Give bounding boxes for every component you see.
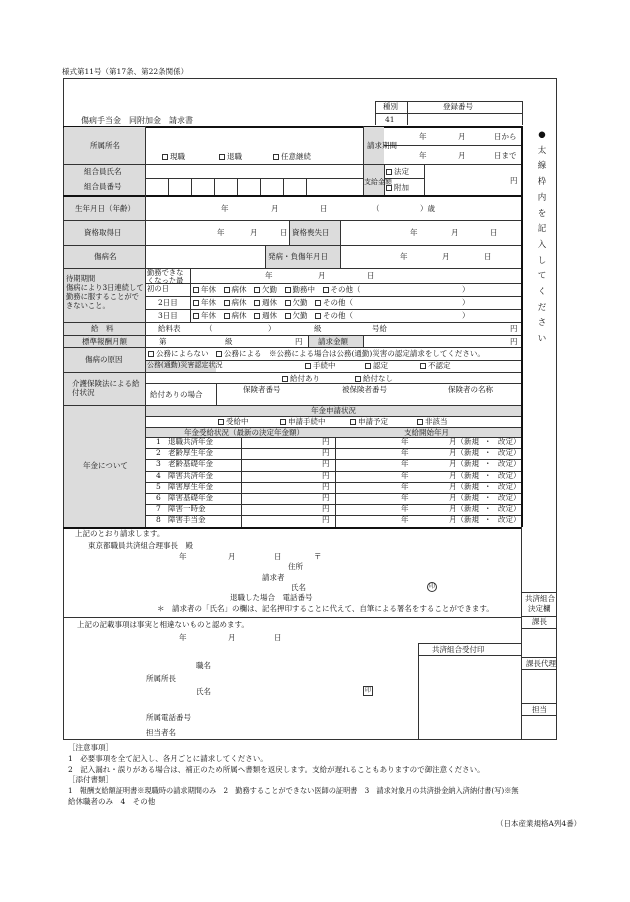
pension-revise: 改定）	[498, 493, 521, 502]
claim-amount-yen: 円	[510, 337, 518, 346]
pension-revise: 改定）	[498, 470, 521, 480]
pension-no: 4	[156, 470, 161, 480]
pension-yen: 円	[322, 470, 330, 480]
acquired-year: 年	[217, 228, 225, 237]
cert-pending[interactable]: 手続中	[305, 362, 336, 370]
claim-amount-label: 請求金額	[318, 337, 348, 346]
standard-rank-prefix: 第	[159, 337, 167, 346]
side-note-char: 内	[537, 192, 547, 203]
request-seal: 印	[428, 583, 435, 590]
cert-denied[interactable]: 不認定	[420, 362, 451, 370]
onset-label: 発病・負傷年月日	[268, 252, 328, 261]
pension-name: 老齢基礎年金	[168, 459, 213, 469]
pension-year: 年	[401, 459, 409, 469]
waiting-first-label: 勤務できなくなった最初の日	[147, 268, 184, 293]
request-text: 上記のとおり請求します。	[75, 529, 165, 538]
waiting-first-year: 年	[265, 271, 273, 280]
pension-row	[146, 437, 521, 446]
member-name-label: 組合員氏名	[84, 167, 122, 176]
pension-row	[146, 471, 521, 480]
pension-label: 年金について	[83, 461, 128, 470]
pension-yen: 円	[322, 459, 330, 469]
side-note-char: 太	[537, 145, 547, 156]
waiting-row-day3: 年休 病休 週休 欠勤 その他（	[193, 312, 353, 320]
approval-title-2: 決定欄	[528, 604, 551, 613]
waiting-day2-label: 2日目	[158, 298, 178, 307]
period-label: 請求期間	[367, 141, 397, 150]
pension-yen: 円	[322, 437, 330, 446]
birth-month: 月	[271, 204, 279, 213]
approval-staff: 担当	[532, 705, 547, 714]
care-paid[interactable]: 給付あり	[282, 375, 320, 383]
salary-step: 号給	[372, 324, 387, 333]
lost-label: 資格喪失日	[292, 228, 330, 237]
request-postal: 〒	[314, 552, 322, 561]
care-case-label: 給付ありの場合	[150, 390, 203, 399]
certify-day: 日	[274, 633, 282, 642]
request-name: 氏名	[291, 583, 306, 592]
certify-text: 上記の記載事項は事実と相違ないものと認めます。	[77, 620, 249, 629]
pension-dot: ・	[484, 493, 492, 502]
care-col-insurer: 保険者番号	[243, 385, 281, 394]
pension-revise: 改定）	[498, 504, 521, 514]
waiting-first-day: 日	[367, 271, 375, 280]
pension-dot: ・	[484, 459, 492, 469]
birth-year: 年	[221, 204, 229, 213]
status-voluntary[interactable]: 任意継続	[273, 153, 311, 161]
pension-month-new: 月（新規	[449, 470, 479, 480]
pension-month-new: 月（新規	[449, 493, 479, 502]
pension-no: 3	[156, 459, 161, 469]
pension-year: 年	[401, 437, 409, 446]
pension-row	[146, 482, 521, 491]
pension-dot: ・	[484, 470, 492, 480]
lost-year: 年	[410, 228, 418, 237]
side-note-char: し	[537, 255, 547, 266]
period-from-day: 日から	[494, 132, 517, 141]
care-col-name: 保険者の名称	[448, 385, 493, 394]
registration-label: 登録番号	[443, 102, 473, 111]
side-note-char: 線	[537, 161, 547, 172]
pension-name: 障害手当金	[168, 515, 206, 525]
pension-yen: 円	[322, 493, 330, 502]
waiting-label: 待期期間 傷病により3日連続して勤務に服することができないこと。	[66, 274, 144, 310]
lost-month: 月	[451, 228, 459, 237]
pension-month-new: 月（新規	[449, 515, 479, 525]
salary-table: 給料表	[158, 324, 181, 333]
pension-year: 年	[401, 448, 409, 458]
pension-no: 8	[156, 515, 161, 525]
pension-yen: 円	[322, 448, 330, 458]
pension-row	[146, 493, 521, 502]
pension-revise: 改定）	[498, 459, 521, 469]
certify-month: 月	[228, 633, 236, 642]
pension-name: 障害厚生年金	[168, 481, 213, 491]
pension-yen: 円	[322, 504, 330, 514]
acquired-day: 日	[280, 228, 288, 237]
pension-na[interactable]: 非該当	[417, 418, 448, 426]
side-note-char: い	[537, 334, 547, 345]
pension-name: 障害一時金	[168, 504, 206, 514]
pension-year: 年	[401, 493, 409, 502]
acquired-month: 月	[250, 228, 258, 237]
lost-day: 日	[490, 228, 498, 237]
side-note-char: ●	[538, 130, 546, 140]
pension-no: 1	[156, 437, 161, 446]
kind-label: 種別	[383, 102, 398, 111]
payment-statutory[interactable]: 法定	[386, 168, 409, 176]
payment-label: 支給金額	[364, 178, 392, 186]
side-note-char: 枠	[537, 177, 547, 188]
pension-month-new: 月（新規	[449, 481, 479, 491]
pension-claim-status-label: 年金申請状況	[311, 406, 356, 415]
onset-day: 日	[484, 252, 492, 261]
side-note-char: を	[537, 208, 547, 219]
member-number-label: 組合員番号	[84, 182, 122, 191]
side-note-char: く	[537, 287, 547, 298]
pension-year: 年	[401, 481, 409, 491]
care-unpaid[interactable]: 給付なし	[355, 375, 393, 383]
side-note-char: さ	[537, 318, 547, 329]
salary-yen: 円	[510, 324, 518, 333]
pension-col1: 年金受給状況（最新の決定年金額）	[184, 428, 304, 437]
pension-planned[interactable]: 申請予定	[350, 418, 388, 426]
pension-revise: 改定）	[498, 515, 521, 525]
certify-year: 年	[179, 633, 187, 642]
pension-dot: ・	[484, 504, 492, 514]
salary-paren-open: （	[205, 324, 213, 333]
side-note	[536, 128, 548, 358]
period-to-month: 月	[458, 151, 466, 160]
waiting-first-month: 月	[318, 271, 326, 280]
birth-age-close: ）歳	[420, 204, 435, 213]
approval-deputy: 課長代理	[526, 659, 556, 668]
pension-name: 退職共済年金	[168, 437, 213, 446]
waiting-row-day2: 年休 病休 週休 欠勤 その他（	[193, 299, 353, 307]
certify-chief: 所属所長	[146, 674, 176, 683]
period-from-year: 年	[419, 132, 427, 141]
request-month: 月	[228, 552, 236, 561]
attach-2: 給休職者のみ 4 その他	[68, 797, 156, 806]
request-address: 住所	[288, 562, 303, 571]
request-note: ＊ 請求者の「氏名」の欄は、記名押印することに代えて、自筆による署名をすることができます。	[157, 604, 494, 613]
pension-yen: 円	[322, 481, 330, 491]
pension-row	[146, 504, 521, 513]
note-2: 2 記入漏れ・誤りがある場合は、補正のため所属へ書類を返戻します。支給が遅れることもありますので御注意ください。	[68, 765, 485, 774]
certify-seal: 印	[364, 687, 371, 694]
approval-chief: 課長	[532, 617, 547, 626]
pension-revise: 改定）	[498, 481, 521, 491]
pension-dot: ・	[484, 448, 492, 458]
side-note-char: て	[537, 271, 547, 282]
standard-label: 標準報酬月額	[82, 337, 127, 346]
pension-name: 障害共済年金	[168, 470, 213, 480]
pension-dot: ・	[484, 437, 492, 446]
cause-label: 傷病の原因	[85, 355, 123, 364]
form-id: 様式第11号（第17条、第22条関係）	[62, 67, 189, 76]
cause-cert-label: 公務(通勤)災害認定状況	[147, 361, 223, 369]
side-note-char: 記	[537, 224, 547, 235]
care-col-insured: 被保険者番号	[342, 385, 387, 394]
salary-grade: 級	[314, 324, 322, 333]
waiting-close-1: ）	[462, 285, 470, 294]
side-note-char: 入	[537, 239, 547, 250]
request-to: 東京都職員共済組合理事長 殿	[88, 541, 193, 550]
request-day: 日	[274, 552, 282, 561]
payment-additional[interactable]: 附加	[386, 184, 409, 192]
standard-rank: 級	[225, 337, 233, 346]
pension-no: 2	[156, 448, 161, 458]
onset-year: 年	[400, 252, 408, 261]
certify-name: 氏名	[196, 687, 211, 696]
period-from-month: 月	[458, 132, 466, 141]
pension-dot: ・	[484, 481, 492, 491]
pension-month-new: 月（新規	[449, 504, 479, 514]
side-note-char: だ	[537, 302, 547, 313]
pension-revise: 改定）	[498, 448, 521, 458]
waiting-row: 年休 病休 欠勤 勤務中 その他（	[193, 286, 361, 294]
waiting-close-2: ）	[462, 298, 470, 307]
period-to-day: 日まで	[494, 151, 517, 160]
attach-head: ［添付書類］	[68, 775, 113, 784]
pension-name: 障害基礎年金	[168, 493, 213, 502]
receipt-label: 共済組合受付印	[432, 645, 485, 654]
pension-year: 年	[401, 504, 409, 514]
salary-paren-close: ）	[268, 324, 276, 333]
pension-no: 6	[156, 493, 161, 502]
footer-size: （日本産業規格A列4番）	[496, 819, 582, 828]
pension-dot: ・	[484, 515, 492, 525]
pension-name: 老齢厚生年金	[168, 448, 213, 458]
pension-month-new: 月（新規	[449, 459, 479, 469]
certify-person: 担当者名	[146, 728, 176, 737]
pension-year: 年	[401, 470, 409, 480]
status-current[interactable]: 現職	[162, 153, 185, 161]
status-retired[interactable]: 退職	[219, 153, 242, 161]
salary-label: 給 料	[91, 324, 114, 333]
acquired-label: 資格取得日	[84, 228, 122, 237]
attach-1: 1 報酬支給額証明書※現職時の請求期間のみ 2 勤務することができない医師の証明書 3 請求対象月の共済掛金納入済納付書(写)※無	[68, 786, 519, 795]
cause-options[interactable]: 公務によらない 公務による ※公務による場合は公務(通勤)災害の認定請求をしてください。	[148, 350, 485, 358]
request-claimant: 請求者	[262, 573, 285, 582]
pension-yen: 円	[322, 515, 330, 525]
period-to-year: 年	[419, 151, 427, 160]
note-1: 1 必要事項を全て記入し、各月ごとに請求してください。	[68, 754, 268, 763]
office-label: 所属所名	[90, 141, 120, 150]
certify-phone: 所属電話番号	[146, 713, 191, 722]
pension-month-new: 月（新規	[449, 448, 479, 458]
care-label: 介護保険法による給付状況	[72, 379, 140, 397]
notes-head: ［注意事項］	[68, 743, 113, 752]
cert-approved[interactable]: 認定	[365, 362, 388, 370]
pension-row	[146, 515, 521, 524]
birth-age-open: （	[372, 204, 380, 213]
pension-year: 年	[401, 515, 409, 525]
request-year: 年	[179, 552, 187, 561]
payment-yen: 円	[510, 176, 518, 185]
approval-title-1: 共済組合	[525, 594, 555, 603]
pension-applying[interactable]: 申請手続中	[280, 418, 326, 426]
request-retired-phone: 退職した場合 電話番号	[230, 593, 313, 602]
certify-post: 職名	[196, 661, 211, 670]
pension-row	[146, 448, 521, 457]
waiting-close-3: ）	[462, 311, 470, 320]
birth-day: 日	[320, 204, 328, 213]
pension-receiving[interactable]: 受給中	[218, 418, 249, 426]
illness-label: 傷病名	[94, 252, 117, 261]
pension-no: 7	[156, 504, 161, 514]
standard-yen: 円	[295, 337, 303, 346]
waiting-day3-label: 3日目	[158, 311, 178, 320]
form-title: 傷病手当金 同附加金 請求書	[81, 116, 193, 125]
pension-revise: 改定）	[498, 437, 521, 446]
pension-no: 5	[156, 481, 161, 491]
pension-col2: 支給開始年月	[404, 428, 449, 437]
pension-month-new: 月（新規	[449, 437, 479, 446]
pension-row	[146, 459, 521, 468]
birth-label: 生年月日（年齢）	[75, 204, 135, 213]
onset-month: 月	[442, 252, 450, 261]
kind-value: 41	[385, 115, 395, 124]
pension-rows	[146, 437, 521, 527]
